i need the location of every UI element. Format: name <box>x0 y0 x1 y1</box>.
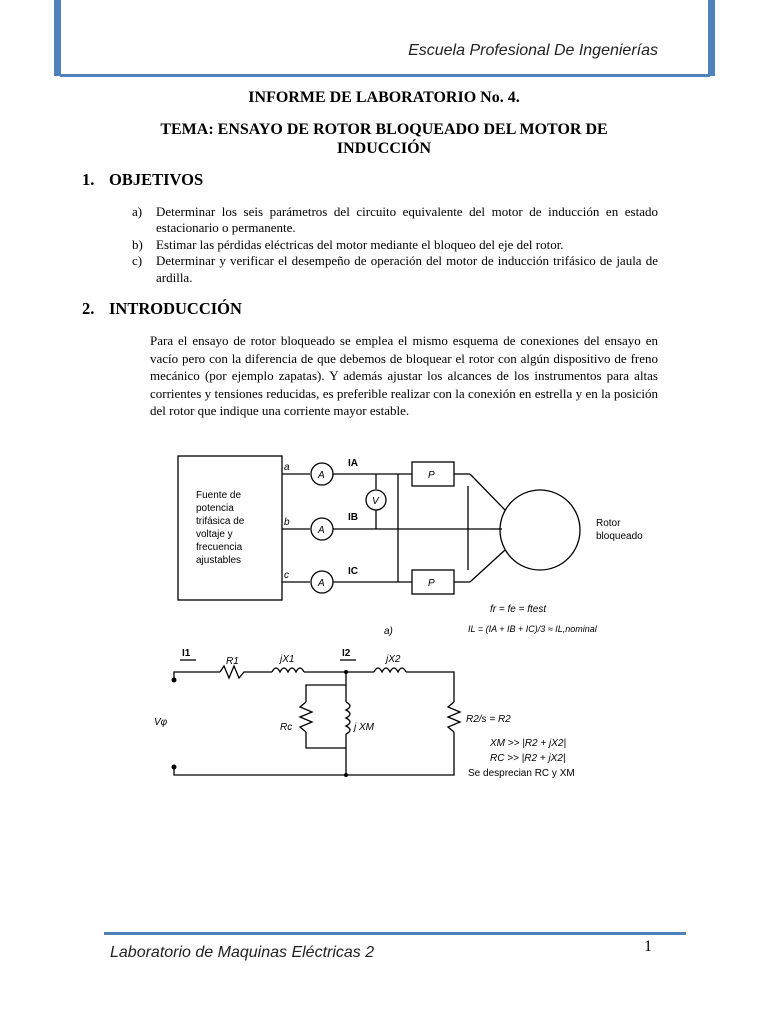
blocked-rotor <box>500 490 580 570</box>
list-item <box>132 253 658 286</box>
footer-course: Laboratorio de Maquinas Eléctricas 2 <box>110 944 375 961</box>
header-school: Escuela Profesional De Ingenierías <box>408 42 658 59</box>
source-label: ajustables <box>196 555 242 566</box>
voltmeter-label: V <box>372 496 379 507</box>
circuit-label: R2/s = R2 <box>466 714 511 725</box>
figure-part-label: a) <box>384 626 393 637</box>
ammeter-label: A <box>318 470 325 481</box>
source-label: frecuencia <box>196 542 243 553</box>
objectives-list <box>132 204 658 286</box>
ammeter-label: A <box>318 578 325 589</box>
header-right-bar <box>708 0 715 76</box>
list-item-text: Determinar y verificar el desempeño de operación del motor de inducción trifásico de jaula de ardilla. <box>156 253 658 285</box>
list-item <box>132 237 658 253</box>
circuit-note: RC >> |R2 + jX2| <box>490 753 566 764</box>
list-item-text: Estimar las pérdidas eléctricas del motor mediante el bloqueo del eje del rotor. <box>156 236 564 252</box>
source-label: Fuente de <box>196 490 242 501</box>
list-item-text: Determinar los seis parámetros del circuito equivalente del motor de inducción en estado estacionario o permanente. <box>156 204 658 236</box>
circuit-label: Rc <box>280 722 293 733</box>
current-label: IC <box>348 566 358 577</box>
test-circuit-figure <box>150 440 643 790</box>
power-source-box <box>178 456 282 600</box>
page-number: 1 <box>644 938 652 955</box>
introduction-number: 2. <box>82 299 95 318</box>
list-item-letter: c) <box>132 253 143 269</box>
list-item-letter: a) <box>132 204 143 219</box>
source-label: voltaje y <box>196 529 233 540</box>
source-label: potencia <box>196 503 234 514</box>
report-topic-line2: INDUCCIÓN <box>336 140 432 157</box>
circuit-note: Se desprecian RC y XM <box>468 768 575 779</box>
list-item <box>132 204 658 237</box>
circuit-label: jX2 <box>386 654 401 665</box>
introduction-heading <box>82 299 242 319</box>
line-label: b <box>284 517 290 528</box>
circuit-label: I1 <box>182 648 191 659</box>
rotor-label: Rotor <box>596 518 621 529</box>
report-title: INFORME DE LABORATORIO No. 4. <box>248 89 520 106</box>
introduction-heading-text: INTRODUCCIÓN <box>109 299 242 318</box>
rotor-label: bloqueado <box>596 531 643 542</box>
list-item-letter: b) <box>132 236 143 252</box>
current-label: IA <box>348 458 358 469</box>
circuit-label: jX1 <box>280 654 295 665</box>
footer-rule <box>104 932 686 935</box>
report-topic-line1: TEMA: ENSAYO DE ROTOR BLOQUEADO DEL MOTOR DE <box>160 121 608 138</box>
circuit-label: I2 <box>342 648 351 659</box>
header-left-bar <box>54 0 61 76</box>
circuit-note: XM >> |R2 + jX2| <box>490 738 567 749</box>
current-equation: IL = (IA + IB + IC)/3 ≈ IL,nominal <box>468 624 597 634</box>
header-rule <box>60 74 710 77</box>
circuit-label: R1 <box>226 656 239 667</box>
wattmeter-label: P <box>428 578 435 589</box>
wattmeter-label: P <box>428 470 435 481</box>
objectives-heading <box>82 170 203 190</box>
circuit-label: j XM <box>354 722 374 733</box>
line-label: c <box>284 570 289 581</box>
frequency-equation: fr = fe = ftest <box>490 604 547 615</box>
source-label: trifásica de <box>196 516 245 527</box>
objectives-number: 1. <box>82 170 95 189</box>
current-label: IB <box>348 512 358 523</box>
objectives-heading-text: OBJETIVOS <box>109 170 204 189</box>
ammeter-label: A <box>318 525 325 536</box>
circuit-label: Vφ <box>154 717 168 728</box>
line-label: a <box>284 462 290 473</box>
introduction-paragraph: Para el ensayo de rotor bloqueado se emplea el mismo esquema de conexiones del ensayo en vacío pero con la diferencia de que debemos de bloquear el rotor con algún dispositivo de freno mecánico (por ejemplo zapatas). Y además ajustar los alcances de los instrumentos para altas corrientes y tensiones reducidas, es preferible realizar con la conexión en estrella y en la posición del rotor que indique una corriente mayor estable. <box>150 333 658 419</box>
